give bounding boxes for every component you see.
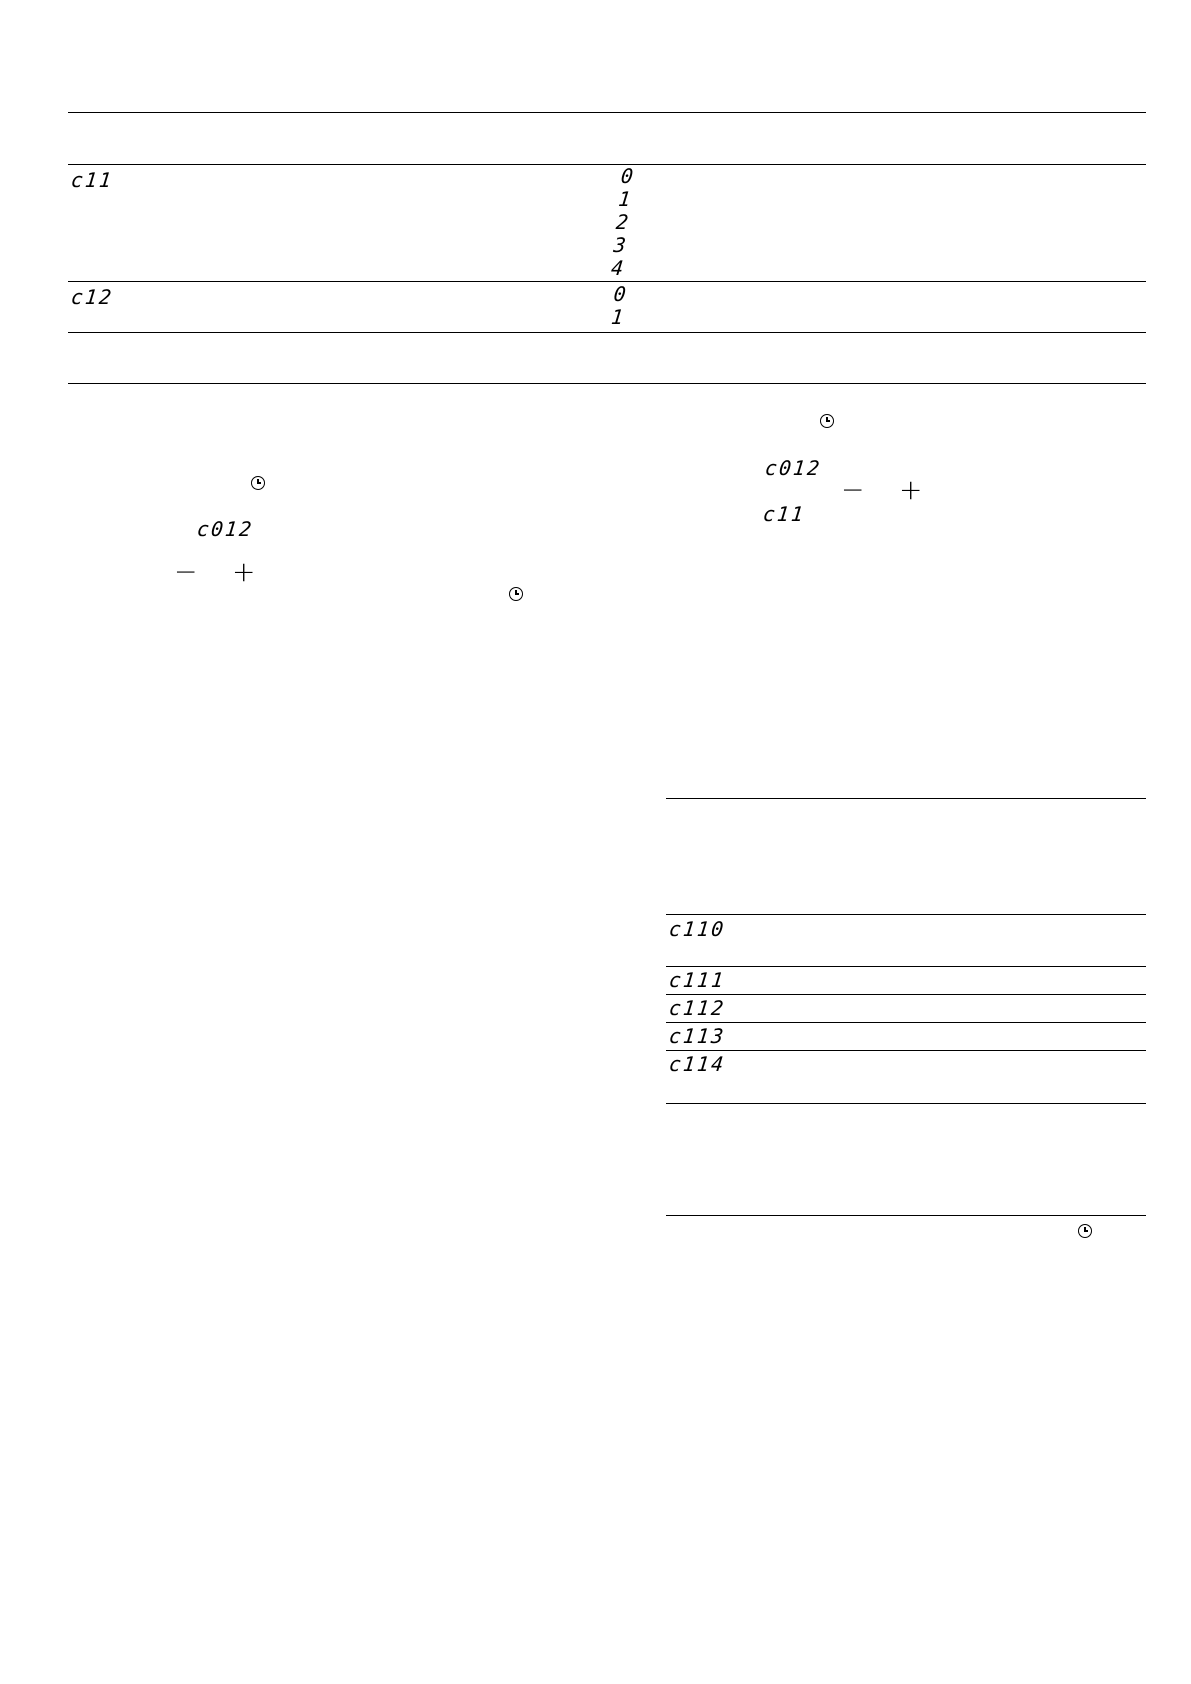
display-code: c012 xyxy=(195,517,255,541)
value-item: 1 xyxy=(617,187,632,211)
value-item: 2 xyxy=(614,210,630,234)
clock-icon xyxy=(820,414,834,428)
setting-code-c11: c11 xyxy=(69,168,115,192)
setting-code-c114: c114 xyxy=(667,1052,727,1076)
display-code: c012 xyxy=(763,456,823,480)
table-right-rule-row xyxy=(666,994,1146,995)
setting-code: c11 xyxy=(761,502,807,526)
clock-icon xyxy=(251,476,265,490)
table-top-rule-header-bottom xyxy=(68,164,1146,165)
table-top-rule-header-top xyxy=(68,112,1146,113)
table-right-rule-row xyxy=(666,1050,1146,1051)
minus-icon: − xyxy=(174,555,198,588)
table-top-rule-row xyxy=(68,332,1146,333)
plus-icon: + xyxy=(899,473,923,506)
section-rule xyxy=(666,1215,1146,1216)
table-right-rule-row xyxy=(666,966,1146,967)
setting-code-c111: c111 xyxy=(667,968,727,992)
clock-icon xyxy=(509,587,523,601)
setting-code-c113: c113 xyxy=(667,1024,727,1048)
value-item: 0 xyxy=(612,282,627,306)
value-item: 3 xyxy=(612,233,627,257)
value-item: 4 xyxy=(610,256,625,280)
table-top-rule-bottom xyxy=(68,383,1146,384)
table-right-rule-top xyxy=(666,798,1146,799)
setting-values-c11 xyxy=(610,165,634,280)
table-top-rule-row xyxy=(68,281,1146,282)
setting-values-c12 xyxy=(610,283,627,329)
clock-icon xyxy=(1078,1224,1092,1238)
minus-icon: − xyxy=(841,473,865,506)
value-item: 1 xyxy=(610,305,625,329)
table-right-rule-bottom xyxy=(666,1103,1146,1104)
setting-code-c112: c112 xyxy=(667,996,727,1020)
table-right-rule-header-bottom xyxy=(666,914,1146,915)
value-item: 0 xyxy=(619,164,635,188)
setting-code-c12: c12 xyxy=(69,285,115,309)
table-right-rule-row xyxy=(666,1022,1146,1023)
setting-code-c110: c110 xyxy=(667,917,727,941)
plus-icon: + xyxy=(232,555,256,588)
